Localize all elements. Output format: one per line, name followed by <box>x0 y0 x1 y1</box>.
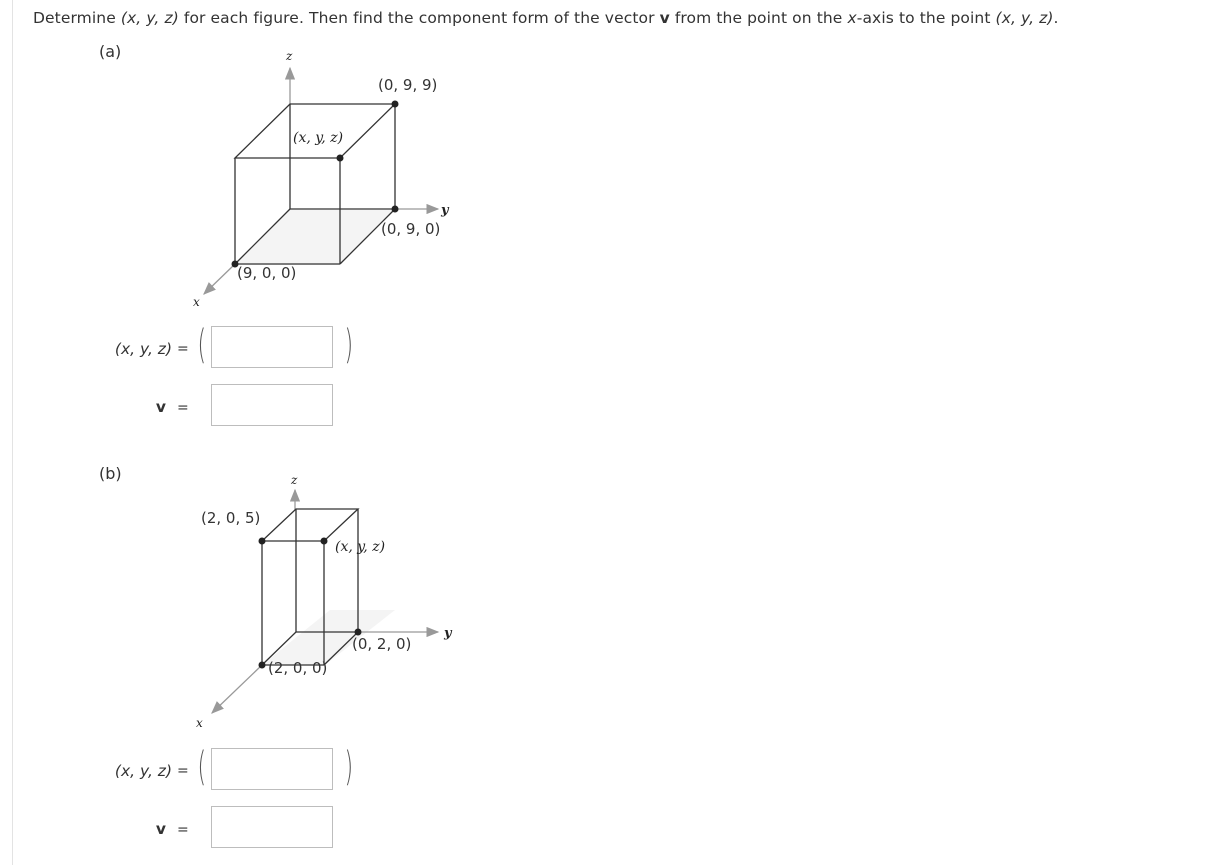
part-b-close-paren: ) <box>344 744 354 790</box>
part-b-xyz-box[interactable] <box>211 748 333 790</box>
part-b-xyz-label: (x, y, z) <box>114 762 172 780</box>
part-a-label-xyz: (x, y, z) <box>293 130 344 146</box>
part-b-x-axis <box>212 665 262 713</box>
part-b-label-xyz: (x, y, z) <box>335 539 386 555</box>
part-a-label-y: (0, 9, 0) <box>381 220 441 238</box>
part-b-y-label: y <box>444 626 452 641</box>
part-b-label-y: (0, 2, 0) <box>352 635 412 653</box>
part-b-figure <box>0 0 500 740</box>
part-b-v-box[interactable] <box>211 806 333 848</box>
part-b-point-x <box>259 662 266 669</box>
part-b-x-label: x <box>196 716 203 730</box>
part-a-close-paren: ) <box>344 322 354 368</box>
part-a-xyz-label: (x, y, z) <box>114 340 172 358</box>
part-b-v-equals: = <box>177 822 189 838</box>
part-b-v-label: v <box>155 820 166 838</box>
question-text: Determine (x, y, z) for each figure. Then find the component form of the vector v from the point on the x-axis to the point (x, y, z). <box>33 9 1059 27</box>
part-b-point-xyz <box>321 538 328 545</box>
part-a-label-x: (9, 0, 0) <box>237 264 297 282</box>
part-b-open-paren: ( <box>197 744 207 790</box>
part-a-open-paren: ( <box>197 322 207 368</box>
part-a-label-top: (0, 9, 9) <box>378 76 438 94</box>
part-a-x-label: x <box>193 295 200 309</box>
part-b-label-x: (2, 0, 0) <box>268 659 328 677</box>
part-b-label: (b) <box>99 464 122 483</box>
part-a-z-label: z <box>286 49 293 63</box>
part-b-z-label: z <box>291 473 298 487</box>
part-a-v-equals: = <box>177 400 189 416</box>
part-b-v-input[interactable] <box>212 807 332 847</box>
part-a-label: (a) <box>99 42 122 61</box>
part-b-point-top <box>259 538 266 545</box>
part-a-v-label: v <box>155 398 166 416</box>
part-b-xyz-input[interactable] <box>212 749 332 789</box>
part-b-label-top: (2, 0, 5) <box>201 509 261 527</box>
part-a-xyz-equals: = <box>177 341 189 357</box>
part-b-xyz-equals: = <box>177 763 189 779</box>
part-a-y-label: y <box>441 203 449 218</box>
